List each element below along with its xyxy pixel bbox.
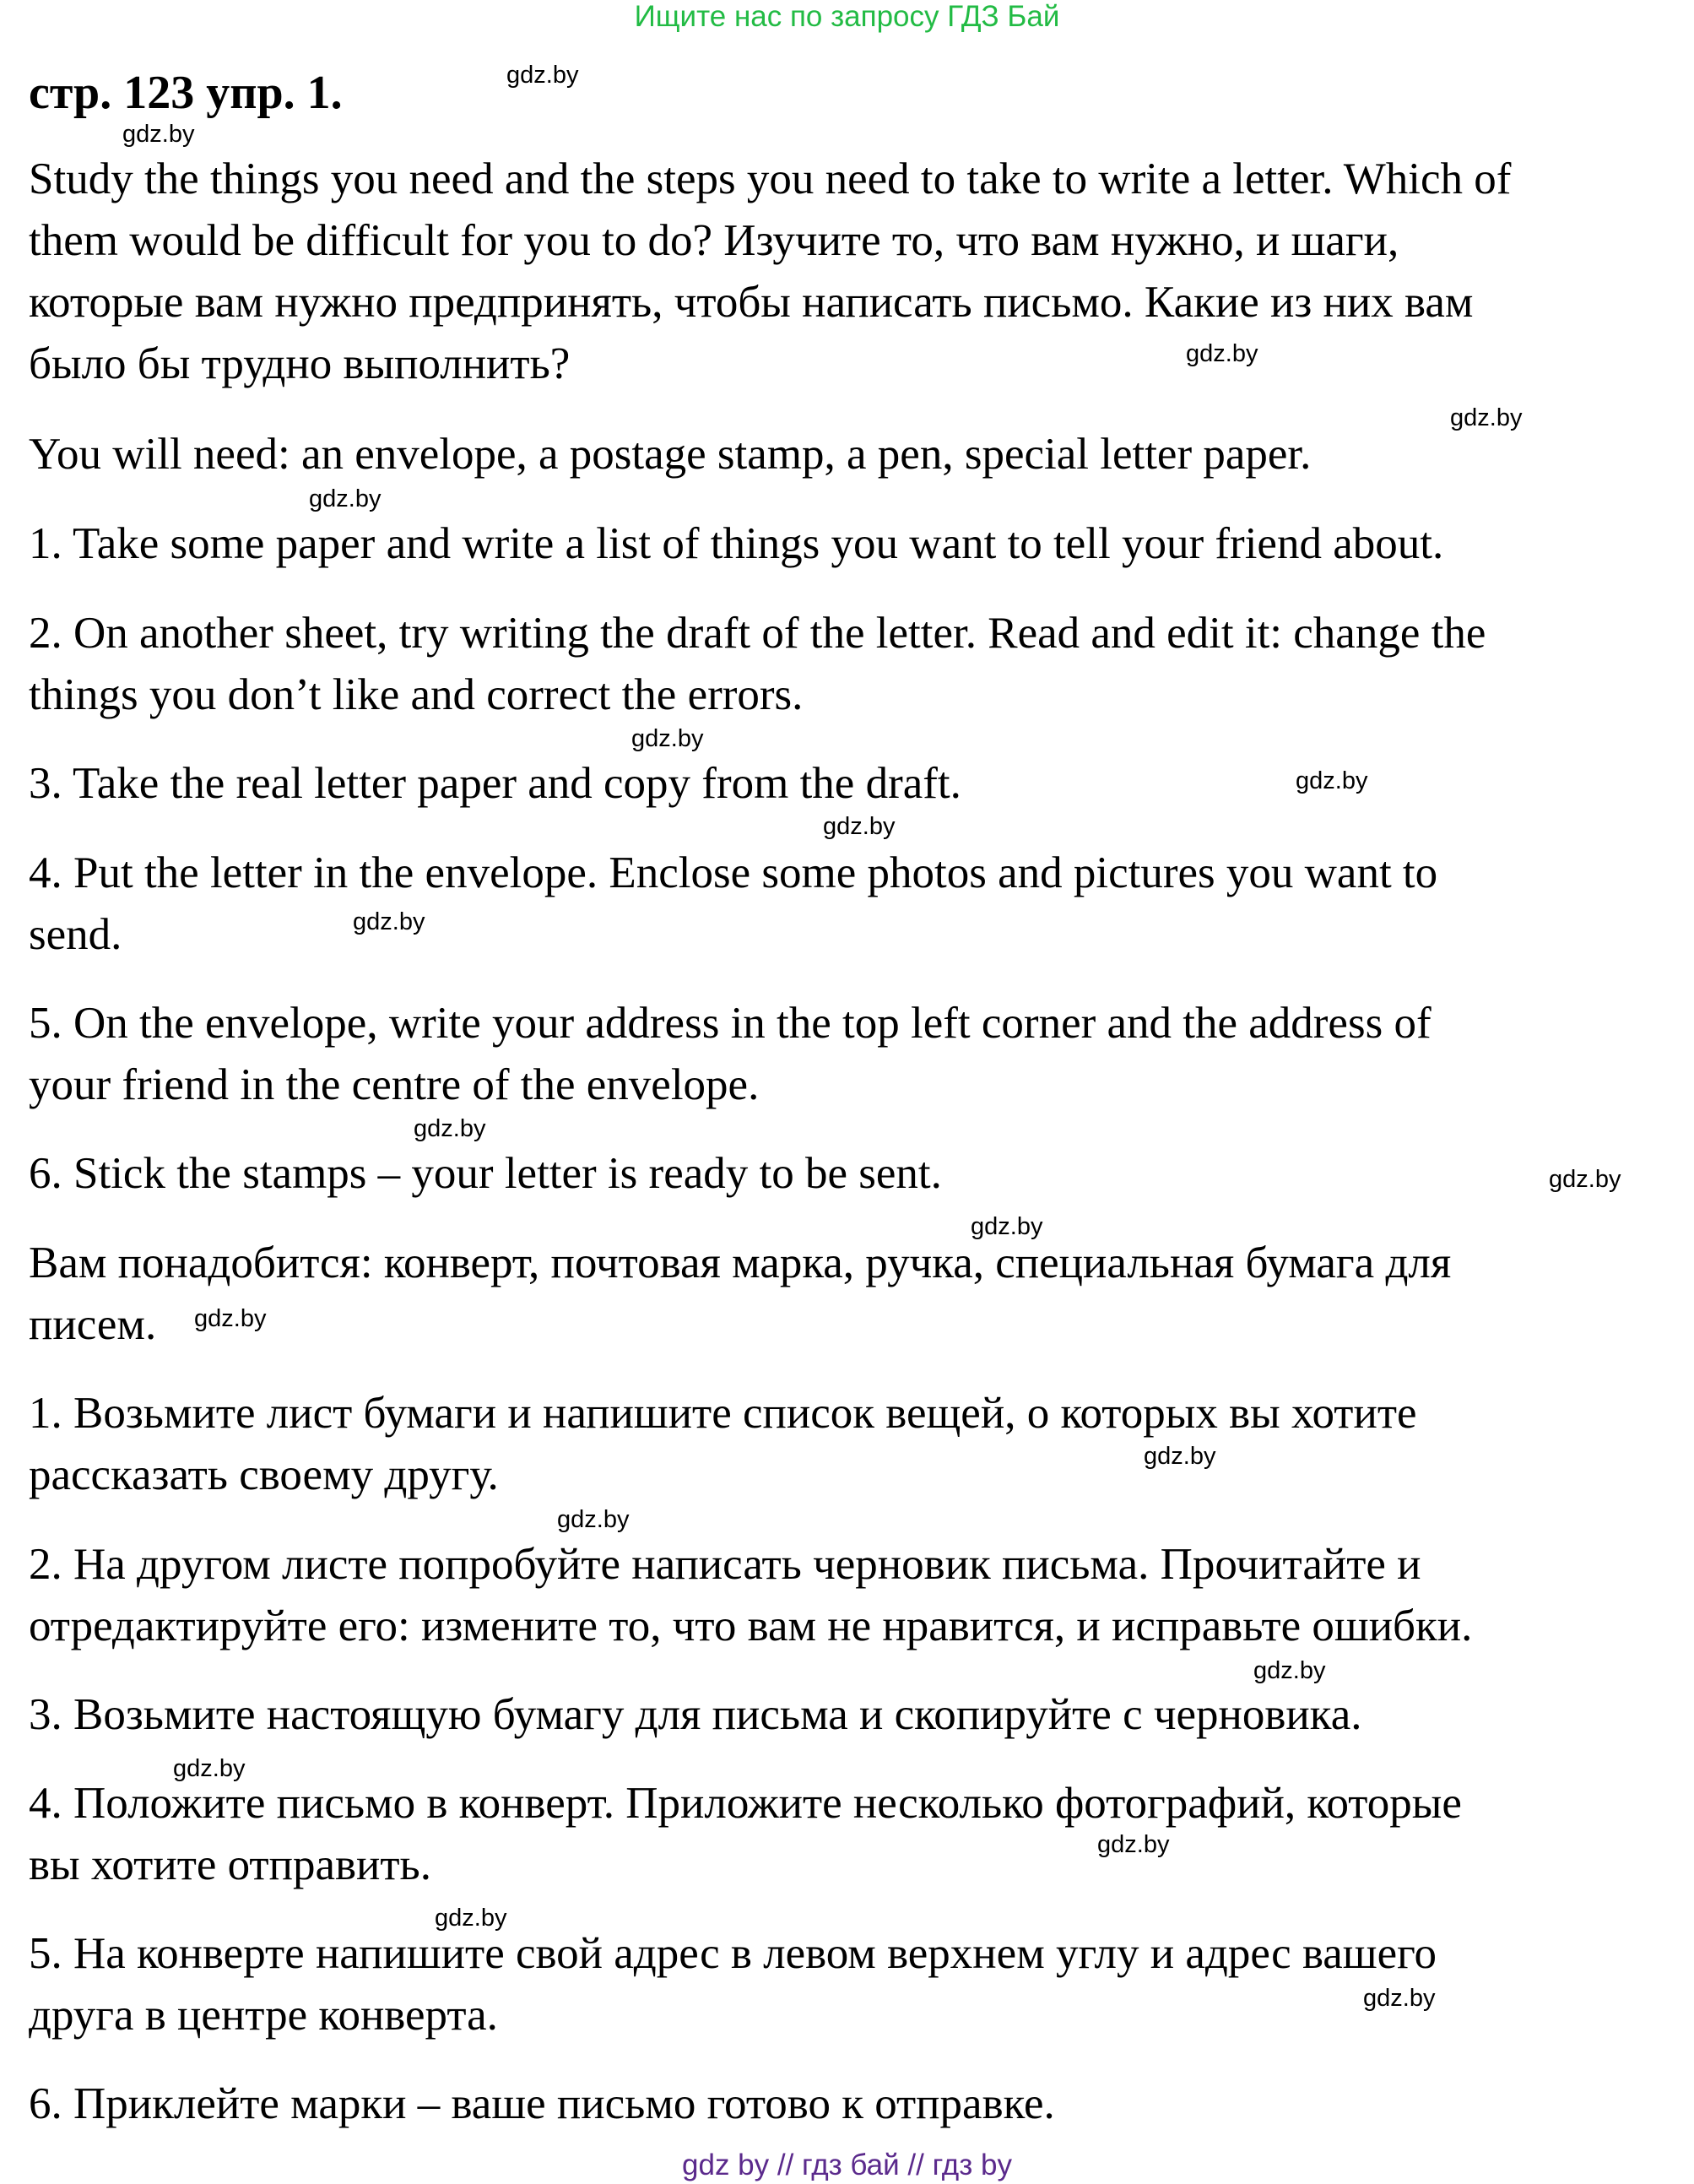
step-line: 5. On the envelope, write your address in the top left corner and the address of [29,999,1432,1048]
russian-intro [29,1233,1675,1356]
watermark: gdz.by [309,485,382,512]
step-line: send. [29,910,122,959]
english-step-1 [29,513,1675,575]
watermark: gdz.by [506,62,579,89]
watermark: gdz.by [1253,1657,1326,1684]
english-step-2 [29,603,1675,726]
step-line: 1. Take some paper and write a list of things you want to tell your friend about. [29,519,1444,568]
watermark: gdz.by [631,725,704,752]
intro-line: Вам понадобится: конверт, почтовая марка, ручка, специальная бумага для [29,1238,1452,1287]
step-line: рассказать своему другу. [29,1450,499,1499]
task-line: которые вам нужно предпринять, чтобы написать письмо. Какие из них вам [29,278,1474,327]
step-line: 3. Возьмите настоящую бумагу для письма и скопируйте с черновика. [29,1690,1362,1739]
task-line: them would be difficult for you to do? Изучите то, что вам нужно, и шаги, [29,216,1399,265]
russian-step-3 [29,1684,1675,1746]
watermark: gdz.by [823,813,896,840]
watermark: gdz.by [122,121,195,148]
english-step-4 [29,843,1675,966]
watermark: gdz.by [1450,404,1523,431]
watermark: gdz.by [557,1506,630,1533]
russian-step-6 [29,2073,1675,2135]
english-step-6 [29,1143,1675,1205]
watermark: gdz.by [414,1115,486,1142]
watermark: gdz.by [971,1213,1043,1240]
task-statement [29,149,1675,395]
step-line: things you don’t like and correct the errors. [29,670,804,719]
watermark: gdz.by [353,908,425,935]
watermark: gdz.by [1296,767,1368,794]
russian-step-4 [29,1773,1675,1896]
russian-step-2 [29,1534,1675,1657]
step-line: 6. Stick the stamps – your letter is ready to be sent. [29,1149,942,1198]
step-line: 2. On another sheet, try writing the draft of the letter. Read and edit it: change the [29,609,1486,658]
task-line: Study the things you need and the steps you need to take to write a letter. Which of [29,154,1512,203]
step-line: 2. На другом листе попробуйте написать черновик письма. Прочитайте и [29,1540,1421,1589]
step-line: 4. Положите письмо в конверт. Приложите несколько фотографий, которые [29,1779,1462,1828]
watermark: gdz.by [1363,1985,1436,2012]
page-title: стр. 123 упр. 1. [29,67,343,119]
step-line: 1. Возьмите лист бумаги и напишите список вещей, о которых вы хотите [29,1389,1417,1438]
watermark: gdz.by [173,1755,246,1782]
english-step-5 [29,993,1675,1116]
search-hint-banner: Ищите нас по запросу ГДЗ Бай [634,0,1060,33]
watermark: gdz.by [1144,1443,1216,1470]
watermark: gdz.by [435,1905,507,1932]
step-line: 5. На конверте напишите свой адрес в левом верхнем углу и адрес вашего [29,1929,1437,1978]
step-line: 6. Приклейте марки – ваше письмо готово к отправке. [29,2079,1055,2128]
step-line: отредактируйте его: измените то, что вам не нравится, и исправьте ошибки. [29,1601,1473,1650]
watermark: gdz.by [1549,1166,1621,1193]
step-line: 4. Put the letter in the envelope. Enclose some photos and pictures you want to [29,848,1438,897]
step-line: друга в центре конверта. [29,1991,498,2040]
step-line: your friend in the centre of the envelope. [29,1060,760,1109]
watermark: gdz.by [1186,340,1258,367]
russian-step-1 [29,1383,1675,1506]
task-line: было бы трудно выполнить? [29,339,571,388]
step-line: вы хотите отправить. [29,1840,431,1889]
intro-line: писем. [29,1300,157,1349]
english-intro: You will need: an envelope, a postage stamp, a pen, special letter paper. [29,430,1312,479]
step-line: 3. Take the real letter paper and copy from the draft. [29,759,961,808]
watermark: gdz.by [1097,1831,1170,1858]
footer-links: gdz by // гдз бай // гдз by [682,2149,1012,2181]
english-step-3 [29,753,1675,815]
watermark: gdz.by [194,1305,267,1332]
